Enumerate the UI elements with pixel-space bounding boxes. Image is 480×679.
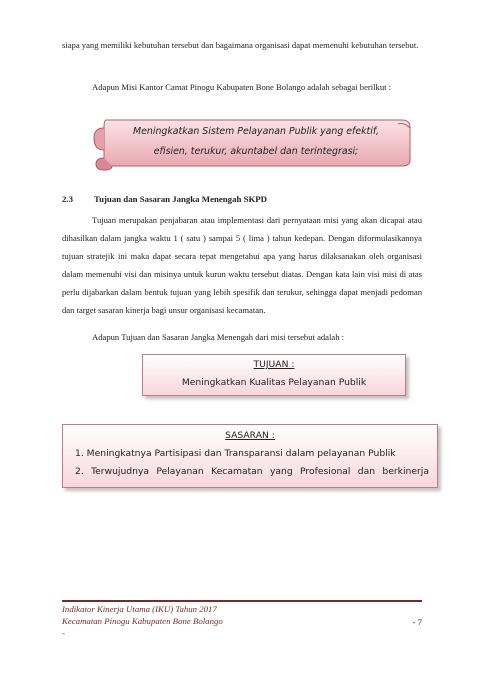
misi-line-2: efisien, terukur, akuntabel dan terintegrasi; (153, 146, 359, 157)
section-heading (62, 194, 267, 204)
paragraph-intro: siapa yang memiliki kebutuhan tersebut dan bagaimana organisasi dapat memenuhi kebutuhan tersebut. (62, 40, 419, 50)
tujuan-label: TUJUAN : (253, 359, 295, 370)
section-number: 2.3 (62, 194, 73, 204)
footer-office-name: Kecamatan Pinogu Kabupaten Bone Bolango (62, 616, 223, 626)
section-title: Tujuan dan Sasaran Jangka Menengah SKPD (94, 194, 268, 204)
misi-scroll-banner (92, 114, 414, 172)
misi-line-1: Meningkatkan Sistem Pelayanan Publik yang efektif, (133, 126, 379, 137)
footer-dash: - (62, 628, 65, 638)
sasaran-item: 2. Terwujudnya Pelayanan Kecamatan yang Profesional dan berkinerja (75, 466, 429, 477)
paragraph-misi-intro: Adapun Misi Kantor Camat Pinogu Kabupaten Bone Bolango adalah sebagai berilkut : (92, 82, 392, 92)
tujuan-text: Meningkatkan Kualitas Pelayanan Publik (181, 377, 367, 388)
paragraph-tujuan-intro: Adapun Tujuan dan Sasaran Jangka Menengah dari misi tersebut adalah : (92, 332, 345, 342)
tujuan-box (142, 354, 406, 396)
footer-divider (62, 600, 422, 602)
sasaran-box (62, 424, 438, 488)
paragraph-tujuan-explanation: Tujuan merupakan penjabaran atau implementasi dari pernyataan misi yang akan dicapai atau dihasilkan dalam jangka waktu 1 ( satu ) sampai 5 ( lima ) tahun kedepan. Dengan diformulasikannya tujuan stratejik ini maka dapat secara tepat mengetahui apa yang harus dilaksanakan oleh organisasi dalam memenuhi visi dan misinya untuk kurun waktu tersebut diatas. Dengan kata lain visi misi di atas perlu dijabarkan dalam bentuk tujuan yang lebih spesifik dan terukur, sehingga dapat menjadi pedoman dan target sasaran kinerja bagi unsur organisasi kecamatan. (62, 215, 422, 315)
sasaran-item: 1. Meningkatnya Partisipasi dan Transparansi dalam pelayanan Publik (75, 448, 396, 459)
sasaran-label: SASARAN : (225, 430, 275, 441)
footer-document-title: Indikator Kinerja Utama (IKU) Tahun 2017 (62, 604, 217, 614)
page-number: - 7 (412, 617, 422, 627)
